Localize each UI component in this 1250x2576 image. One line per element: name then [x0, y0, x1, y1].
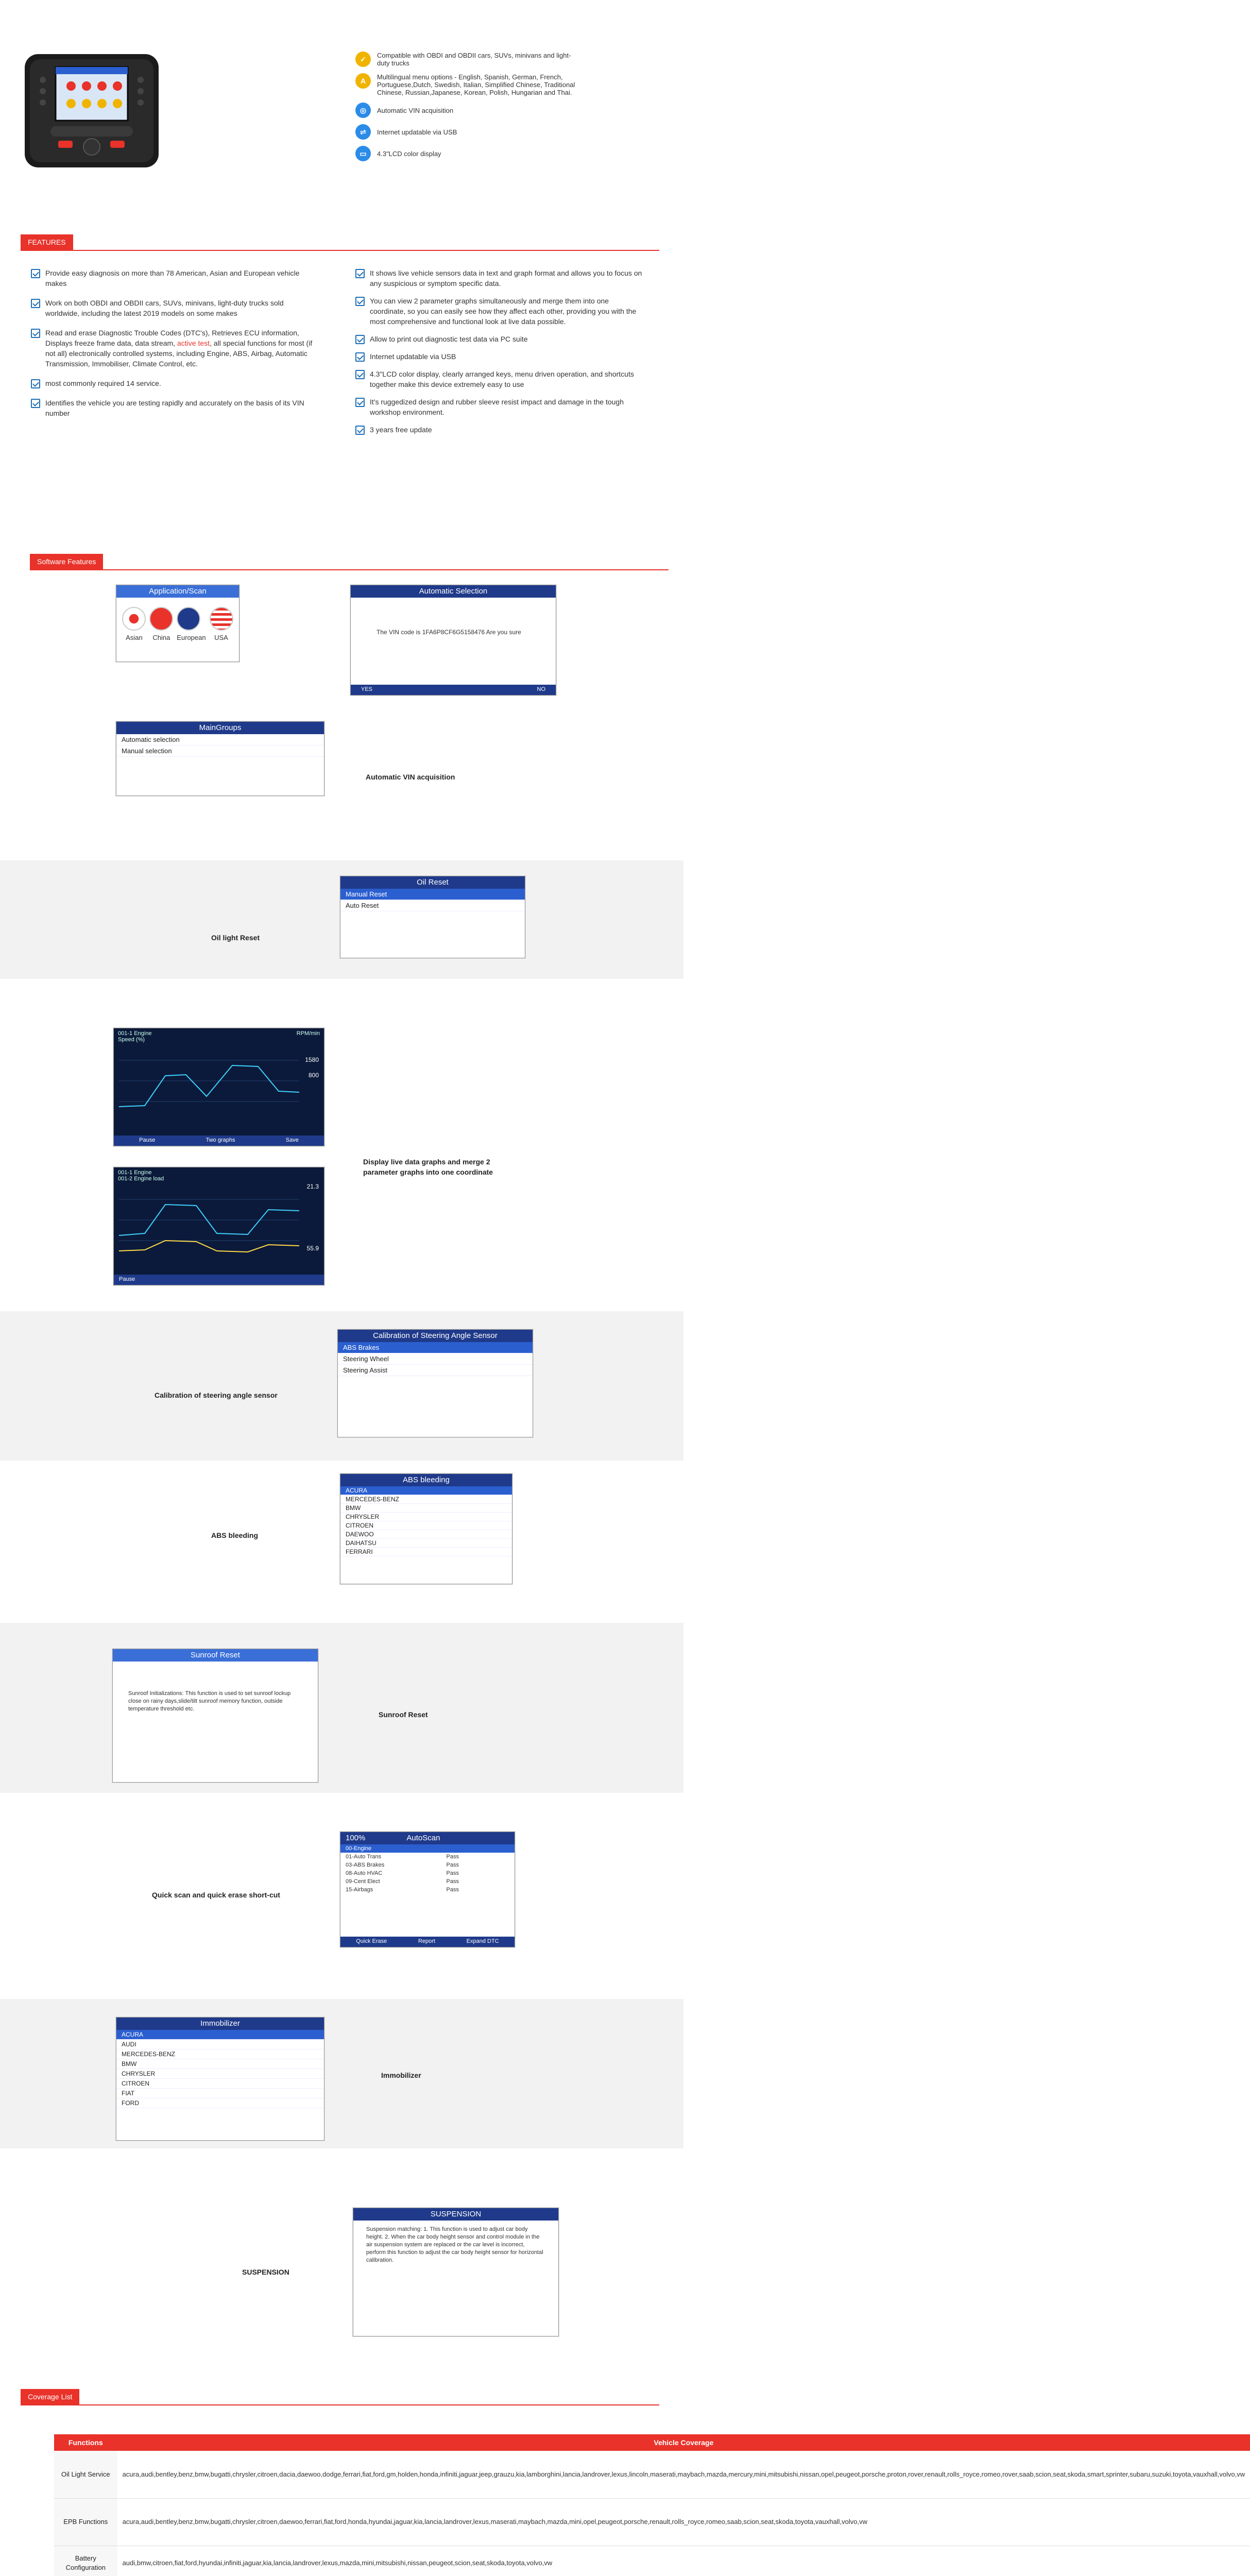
- asian-flag-icon: [122, 607, 146, 631]
- immo-section-bg: [0, 1999, 683, 2148]
- highlight-vin: ◎ Automatic VIN acquisition: [355, 103, 577, 118]
- europe-flag-icon: [177, 607, 200, 631]
- feature-item: Identifies the vehicle you are testing rapidly and accurately on the basis of its VIN number: [31, 398, 319, 418]
- feature-item: most commonly required 14 service.: [31, 378, 319, 388]
- screen-icon: ▭: [355, 146, 371, 161]
- immo-title: Immobilizer: [116, 2018, 324, 2030]
- list-item[interactable]: ACURA: [116, 2030, 324, 2040]
- vin-caption: Automatic VIN acquisition: [366, 773, 455, 781]
- pause-button[interactable]: Pause: [119, 1276, 135, 1282]
- live-graph-top-plot: [114, 1045, 325, 1122]
- features-divider: [21, 250, 659, 251]
- abs-screen: [340, 1473, 512, 1584]
- live-top-value-1: 1580: [305, 1056, 319, 1063]
- list-item[interactable]: FIAT: [116, 2089, 324, 2098]
- feature-item: 4.3"LCD color display, clearly arranged keys, menu driven operation, and shortcuts together make this device extremely easy to use: [355, 369, 644, 389]
- sunroof-screen: Sunroof Reset Sunroof Initializations: This function is used to set sunroof lockup close on rainy days,slide/tilt sunroof memory function, outside temperature threshold etc.: [112, 1649, 318, 1783]
- check-icon: ✓: [355, 52, 371, 67]
- list-item[interactable]: BMW: [116, 2059, 324, 2069]
- list-item[interactable]: AUDI: [116, 2040, 324, 2049]
- table-row: Oil Light Service acura,audi,bentley,benz,bmw,bugatti,chrysler,citroen,dacia,daewoo,dodge,ferrari,fiat,ford,gm,holden,honda,infiniti,jaguar,jeep,grauzu,kia,lamborghini,lancia,landrover,lexus,lincoln,maserati,maybach,mazda,mercury,mini,mitsubishi,nissan,opel,peugeot,porsche,proton,rover,renault,rolls_royce,romeo,rover,saab,scion,seat,skoda,smart,sprinter,subaru,suzuki,toyota,vauxhall,volvo,vw: [54, 2451, 1250, 2498]
- yes-button[interactable]: YES: [361, 686, 373, 692]
- list-item[interactable]: MERCEDES-BENZ: [340, 1495, 512, 1504]
- feature-item: It's ruggedized design and rubber sleeve resist impact and damage in the tough workshop environment.: [355, 397, 644, 417]
- region-asian[interactable]: Asian: [122, 607, 146, 641]
- quick-erase-button[interactable]: Quick Erase: [356, 1938, 387, 1944]
- coverage-tag: Coverage List: [21, 2389, 79, 2404]
- checkbox-icon: [355, 269, 365, 278]
- menu-item-auto-reset[interactable]: Auto Reset: [340, 900, 525, 911]
- abs-title: ABS bleeding: [340, 1474, 512, 1486]
- hero-highlights: [355, 52, 577, 167]
- list-item[interactable]: CITROEN: [340, 1521, 512, 1530]
- list-item[interactable]: FERRARI: [340, 1548, 512, 1556]
- table-row[interactable]: 15-Airbags Pass: [346, 1887, 459, 1893]
- usb-icon: ⇌: [355, 124, 371, 140]
- autoscan-progress: 100%: [346, 1834, 366, 1842]
- device-image: [14, 49, 169, 173]
- checkbox-icon: [31, 329, 40, 338]
- checkbox-icon: [355, 352, 365, 362]
- sas-caption: Calibration of steering angle sensor: [155, 1391, 278, 1399]
- autoscan-screen: [340, 1832, 515, 1947]
- highlight-language: A Multilingual menu options - English, Spanish, German, French, Portuguese,Dutch, Swedish, Italian, Simplified Chinese, Traditional Chinese, Russian,Japanese, Korean, Polish, Hungarian and Thai.: [355, 73, 577, 96]
- region-european[interactable]: European: [177, 607, 206, 641]
- china-flag-icon: [149, 607, 173, 631]
- sas-screen: [337, 1329, 533, 1437]
- app-scan-screen: [116, 585, 239, 662]
- region-usa[interactable]: USA: [210, 607, 233, 641]
- sunroof-caption: Sunroof Reset: [379, 1710, 428, 1719]
- main-groups-screen: [116, 721, 324, 796]
- list-item[interactable]: DAIHATSU: [340, 1539, 512, 1548]
- list-item[interactable]: FORD: [116, 2098, 324, 2108]
- list-item[interactable]: ACURA: [340, 1486, 512, 1495]
- live-caption: Display live data graphs and merge 2 parameter graphs into one coordinate: [363, 1158, 493, 1176]
- coverage-table-wrap: [54, 2434, 1250, 2576]
- usa-flag-icon: [210, 607, 233, 631]
- features-right: [355, 268, 644, 442]
- main-groups-title: MainGroups: [116, 722, 324, 734]
- column-header-coverage: Vehicle Coverage: [117, 2434, 1250, 2451]
- pause-button[interactable]: Pause: [139, 1137, 156, 1143]
- abs-caption: ABS bleeding: [211, 1531, 259, 1539]
- sunroof-title: Sunroof Reset: [113, 1649, 318, 1662]
- list-item[interactable]: DAEWOO: [340, 1530, 512, 1539]
- feature-item: Read and erase Diagnostic Trouble Codes (DTC's), Retrieves ECU information, Displays freeze frame data, data stream, active test, all special functions for most (if not all) electronically controlled systems, including Engine, ABS, Airbag, Automatic Transmission, Immobiliser, Climate Control, etc.: [31, 328, 319, 369]
- auto-selection-screen: Automatic Selection The VIN code is 1FA6P8CF6G5158476 Are you sure YES NO: [350, 585, 556, 696]
- two-graphs-button[interactable]: Two graphs: [206, 1137, 235, 1143]
- checkbox-icon: [31, 399, 40, 408]
- table-row: Battery Configuration audi,bmw,citroen,fiat,ford,hyundai,infiniti,jaguar,kia,lancia,landrover,lexus,mazda,mini,mitsubishi,nissan,peugeot,scion,seat,skoda,toyota,volvo,vw: [54, 2546, 1250, 2576]
- auto-selection-title: Automatic Selection: [351, 585, 556, 598]
- live-graph-top: 001-1 Engine Speed (%) RPM/min 1580 800 Pause Two graphs Save: [113, 1028, 324, 1146]
- checkbox-icon: [31, 269, 40, 278]
- suspension-screen: SUSPENSION Suspension matching: 1. This function is used to adjust car body height. 2. When the car body height sensor and control module in the air suspension system are replaced or the car level is incorrect, perform this function to adjust the car body height sensor for horizontal calibration.: [353, 2208, 559, 2336]
- software-divider: [30, 569, 669, 570]
- checkbox-icon: [355, 335, 365, 344]
- coverage-divider: [21, 2404, 659, 2405]
- menu-item-manual[interactable]: Manual selection: [116, 745, 324, 757]
- table-row[interactable]: 09-Cent Elect Pass: [346, 1878, 459, 1885]
- autoscan-title: AutoScan: [406, 1834, 440, 1842]
- menu-item-automatic[interactable]: Automatic selection: [116, 734, 324, 745]
- menu-item-steering-assist[interactable]: Steering Assist: [338, 1365, 533, 1376]
- feature-item: You can view 2 parameter graphs simultaneously and merge them into one coordinate, so you can easily see how they affect each other, providing you with the most comprehensive and functional look at live data possible.: [355, 296, 644, 327]
- feature-item: Provide easy diagnosis on more than 78 American, Asian and European vehicle makes: [31, 268, 319, 289]
- vin-icon: ◎: [355, 103, 371, 118]
- menu-item-steering-wheel[interactable]: Steering Wheel: [338, 1353, 533, 1365]
- expand-dtc-button[interactable]: Expand DTC: [466, 1938, 499, 1944]
- checkbox-icon: [355, 297, 365, 306]
- table-row[interactable]: 00-Engine: [340, 1844, 515, 1853]
- report-button[interactable]: Report: [418, 1938, 435, 1944]
- list-item[interactable]: CHRYSLER: [340, 1513, 512, 1521]
- highlight-screen: ▭ 4.3"LCD color display: [355, 146, 577, 161]
- checkbox-icon: [31, 299, 40, 308]
- checkbox-icon: [355, 370, 365, 379]
- live-bottom-value-1: 21.3: [306, 1183, 319, 1190]
- checkbox-icon: [31, 379, 40, 388]
- feature-item: Internet updatable via USB: [355, 351, 644, 362]
- feature-item: It shows live vehicle sensors data in text and graph format and allows you to focus on any suspicious or symptom specific data.: [355, 268, 644, 289]
- region-china[interactable]: China: [149, 607, 173, 641]
- language-icon: A: [355, 73, 371, 89]
- list-item[interactable]: CHRYSLER: [116, 2069, 324, 2079]
- oil-reset-title: Oil Reset: [340, 876, 525, 889]
- checkbox-icon: [355, 398, 365, 407]
- live-top-value-2: 800: [308, 1072, 319, 1079]
- table-row[interactable]: 08-Auto HVAC Pass: [346, 1870, 459, 1876]
- oil-caption: Oil light Reset: [211, 934, 260, 942]
- list-item[interactable]: CITROEN: [116, 2079, 324, 2089]
- highlight-compat: ✓ Compatible with OBDI and OBDII cars, SUVs, minivans and light-duty trucks: [355, 52, 577, 67]
- app-scan-title: Application/Scan: [116, 585, 239, 598]
- suspension-caption: SUSPENSION: [242, 2268, 289, 2276]
- table-row[interactable]: 01-Auto Trans Pass: [346, 1854, 459, 1860]
- suspension-title: SUSPENSION: [353, 2208, 558, 2221]
- highlight-usb: ⇌ Internet updatable via USB: [355, 124, 577, 140]
- list-item[interactable]: BMW: [340, 1504, 512, 1513]
- table-row: EPB Functions acura,audi,bentley,benz,bmw,bugatti,chrysler,citroen,daewoo,ferrari,fiat,ford,honda,hyundai,jaguar,kia,lancia,landrover,lexus,maserati,maybach,mazda,mini,opel,peugeot,porsche,renault,rolls_royce,romeo,saab,scion,seat,skoda,toyota,vauxhall,volvo,vw: [54, 2498, 1250, 2546]
- menu-item-manual-reset[interactable]: Manual Reset: [340, 889, 525, 900]
- live-graph-bottom-plot: [114, 1184, 325, 1266]
- feature-item: Work on both OBDI and OBDII cars, SUVs, minivans, light-duty trucks sold worldwide, including the latest 2019 models on some makes: [31, 298, 319, 318]
- checkbox-icon: [355, 426, 365, 435]
- features-left: [31, 268, 319, 428]
- column-header-functions: Functions: [54, 2434, 117, 2451]
- live-bottom-value-2: 55.9: [306, 1245, 319, 1252]
- sunroof-section-bg: [0, 1623, 683, 1793]
- immo-screen: [116, 2017, 324, 2141]
- sas-title: Calibration of Steering Angle Sensor: [338, 1330, 533, 1342]
- software-tag: Software Features: [30, 554, 103, 569]
- oil-reset-screen: [340, 876, 525, 958]
- table-row[interactable]: 03-ABS Brakes Pass: [346, 1862, 459, 1868]
- live-graph-bottom: 001-1 Engine 001-2 Engine load 21.3 55.9 Pause: [113, 1167, 324, 1285]
- list-item[interactable]: MERCEDES-BENZ: [116, 2049, 324, 2059]
- feature-item: 3 years free update: [355, 425, 644, 435]
- feature-item: Allow to print out diagnostic test data via PC suite: [355, 334, 644, 344]
- features-tag: FEATURES: [21, 234, 73, 250]
- coverage-table: [54, 2434, 1250, 2576]
- menu-item-abs-brakes[interactable]: ABS Brakes: [338, 1342, 533, 1353]
- quick-caption: Quick scan and quick erase short-cut: [152, 1891, 280, 1899]
- save-button[interactable]: Save: [285, 1137, 299, 1143]
- immo-caption: Immobilizer: [381, 2071, 421, 2079]
- no-button[interactable]: NO: [537, 686, 545, 692]
